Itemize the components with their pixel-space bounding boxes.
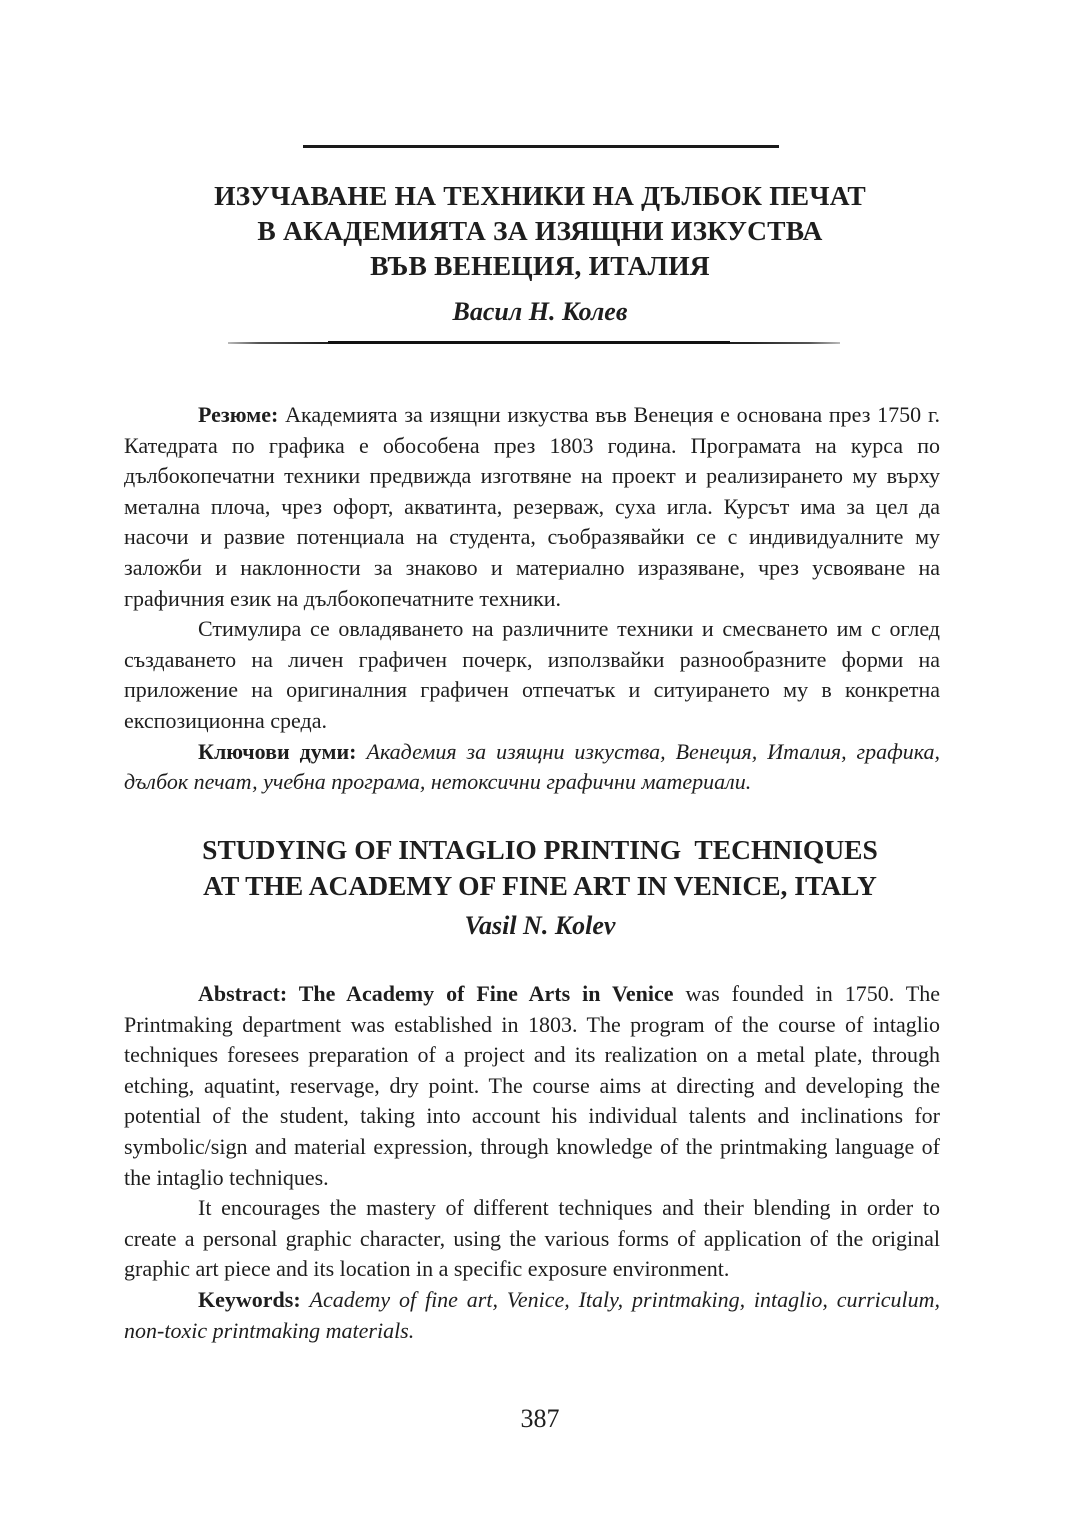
bulgarian-title-line-3: ВЪВ ВЕНЕЦИЯ, ИТАЛИЯ bbox=[370, 250, 710, 281]
english-keywords-label: Keywords: bbox=[198, 1286, 301, 1312]
english-abstract-section bbox=[124, 979, 940, 1346]
page-number: 387 bbox=[520, 1404, 560, 1433]
bulgarian-abstract-label: Резюме: bbox=[198, 402, 279, 427]
bulgarian-abstract-text-1: Академията за изящни изкуства във Венеция е основана през 1750 г. Катедрата по графика е обособена през 1803 година. Програмата на курса по дълбокопечатни техники предвижда изготвяне на проект и реализирането му върху метална плоча, чрез офорт, акватинта, резерваж, суха игла. Курсът има за цел да насочи и развие потенциала на студента, съобразявайки се с индивидуалните му заложби и наклонности за знаково и материално изразяване, чрез усвояване на графичния език на дълбокопечатните техники. bbox=[124, 402, 940, 611]
english-title-line-1: STUDYING OF INTAGLIO PRINTING TECHNIQUES bbox=[202, 834, 878, 865]
english-abstract-text-2: It encourages the mastery of different techniques and their blending in order to create a personal graphic character, using the various forms of application of the original graphic art piece and its location in a specific exposure environment. bbox=[124, 1195, 940, 1282]
bulgarian-keywords-label: Ключови думи: bbox=[198, 738, 357, 764]
bulgarian-abstract-paragraph-1 bbox=[124, 400, 940, 614]
bulgarian-abstract-paragraph-2 bbox=[124, 614, 940, 736]
bulgarian-author: Васил Н. Колев bbox=[452, 297, 628, 326]
bulgarian-keywords bbox=[124, 737, 940, 798]
bulgarian-keywords-text: Академия за изящни изкуства, Венеция, Италия, графика, дълбок печат, учебна програма, нетоксични графични материали. bbox=[124, 738, 941, 795]
english-title-line-2: AT THE ACADEMY OF FINE ART IN VENICE, ITALY bbox=[203, 870, 877, 901]
bulgarian-title-line-1: ИЗУЧАВАНЕ НА ТЕХНИКИ НА ДЪЛБОК ПЕЧАТ bbox=[214, 180, 866, 211]
bulgarian-abstract-text-2: Стимулира се овладяването на различните техники и смесването им с оглед създаването на личен графичен почерк, използвайки разнообразните форми на приложение на оригиналния графичен отпечатък и ситуирането му в конкретна експозиционна среда. bbox=[124, 616, 940, 733]
english-title bbox=[0, 832, 1080, 904]
english-author: Vasil N. Kolev bbox=[464, 911, 616, 940]
top-rule bbox=[303, 145, 779, 148]
bulgarian-title-line-2: В АКАДЕМИЯТА ЗА ИЗЯЩНИ ИЗКУСТВА bbox=[257, 215, 823, 246]
english-abstract-paragraph-1 bbox=[124, 979, 940, 1193]
bulgarian-title bbox=[0, 178, 1080, 283]
english-keywords-text: Academy of fine art, Venice, Italy, printmaking, intaglio, curriculum, non-toxic printmaking materials. bbox=[124, 1286, 941, 1343]
english-abstract-text-1: was founded in 1750. The Printmaking department was established in 1803. The program of the course of intaglio techniques foresees preparation of a project and its realization on a metal plate, through etching, aquatint, reservage, dry point. The course aims at directing and developing the potential of the student, taking into account his individual talents and inclinations for symbolic/sign and material expression, through knowledge of the printmaking language of the intaglio techniques. bbox=[124, 981, 940, 1190]
english-abstract-label: Abstract: The Academy of Fine Arts in Venice bbox=[198, 981, 674, 1006]
bulgarian-abstract-section bbox=[124, 400, 940, 798]
english-keywords bbox=[124, 1285, 940, 1346]
title-underline-rule bbox=[228, 342, 840, 344]
english-abstract-paragraph-2 bbox=[124, 1193, 940, 1285]
